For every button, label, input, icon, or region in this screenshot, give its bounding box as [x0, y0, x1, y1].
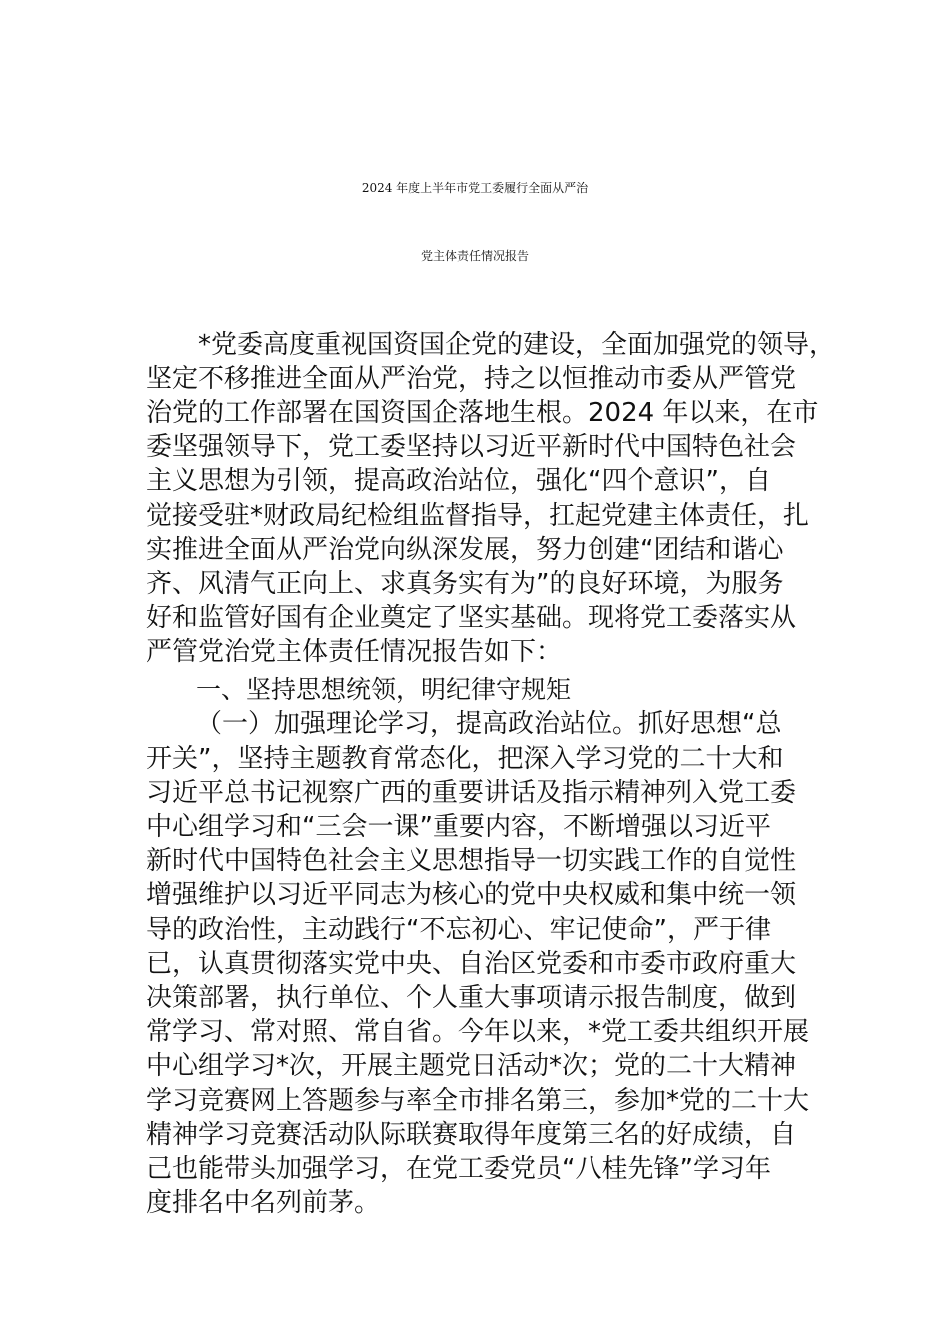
- body-line-4: 委坚强领导下，党工委坚持以习近平新时代中国特色社会: [146, 432, 797, 462]
- document-title-line-2: 党主体责任情况报告: [420, 249, 529, 263]
- body-line-10: 严管党治党主体责任情况报告如下：: [146, 637, 563, 667]
- body-line-2: 坚定不移推进全面从严治党，持之以恒推动市委从严管党: [146, 364, 797, 394]
- body-line-24: 精神学习竞赛活动队际联赛取得年度第三名的好成绩，自: [146, 1120, 797, 1150]
- section-heading-1: 一、坚持思想统领，明纪律守规矩: [196, 675, 572, 704]
- document-title-line-1: 2024 年度上半年市党工委履行全面从严治: [361, 181, 589, 195]
- body-line-6: 觉接受驻*财政局纪检组监督指导，扛起党建主体责任，扎: [146, 501, 810, 531]
- body-line-8: 齐、风清气正向上、求真务实有为”的良好环境，为服务: [146, 569, 784, 599]
- body-line-3: 治党的工作部署在国资国企落地生根。2024 年以来，在市: [146, 398, 819, 428]
- body-line-13: 开关”，坚持主题教育常态化，把深入学习党的二十大和: [146, 744, 784, 774]
- body-line-19: 已，认真贯彻落实党中央、自治区党委和市委市政府重大: [146, 949, 797, 979]
- body-line-1: *党委高度重视国资国企党的建设，全面加强党的领导，: [198, 330, 836, 360]
- body-line-7: 实推进全面从严治党向纵深发展，努力创建“团结和谐心: [146, 535, 784, 565]
- body-line-12: （一）加强理论学习，提高政治站位。抓好思想“总: [196, 709, 782, 739]
- body-line-21: 常学习、常对照、常自省。今年以来，*党工委共组织开展: [146, 1017, 810, 1047]
- body-line-25: 己也能带头加强学习，在党工委党员“八桂先锋”学习年: [146, 1154, 771, 1184]
- body-line-9: 好和监管好国有企业奠定了坚实基础。现将党工委落实从: [146, 603, 797, 633]
- body-line-18: 导的政治性，主动践行“不忘初心、牢记使命”，严于律: [146, 915, 771, 945]
- body-line-5: 主义思想为引领，提高政治站位，强化“四个意识”，自: [146, 466, 771, 496]
- body-line-14: 习近平总书记视察广西的重要讲话及指示精神列入党工委: [146, 778, 797, 808]
- body-line-20: 决策部署，执行单位、个人重大事项请示报告制度，做到: [146, 983, 797, 1013]
- body-line-15: 中心组学习和“三会一课”重要内容，不断增强以习近平: [146, 812, 771, 842]
- body-line-22: 中心组学习*次，开展主题党日活动*次；党的二十大精神: [146, 1051, 797, 1081]
- body-line-26: 度排名中名列前茅。: [146, 1188, 381, 1218]
- body-line-23: 学习竞赛网上答题参与率全市排名第三，参加*党的二十大: [146, 1086, 810, 1116]
- body-line-17: 增强维护以习近平同志为核心的党中央权威和集中统一领: [146, 880, 797, 910]
- body-line-16: 新时代中国特色社会主义思想指导一切实践工作的自觉性: [146, 846, 797, 876]
